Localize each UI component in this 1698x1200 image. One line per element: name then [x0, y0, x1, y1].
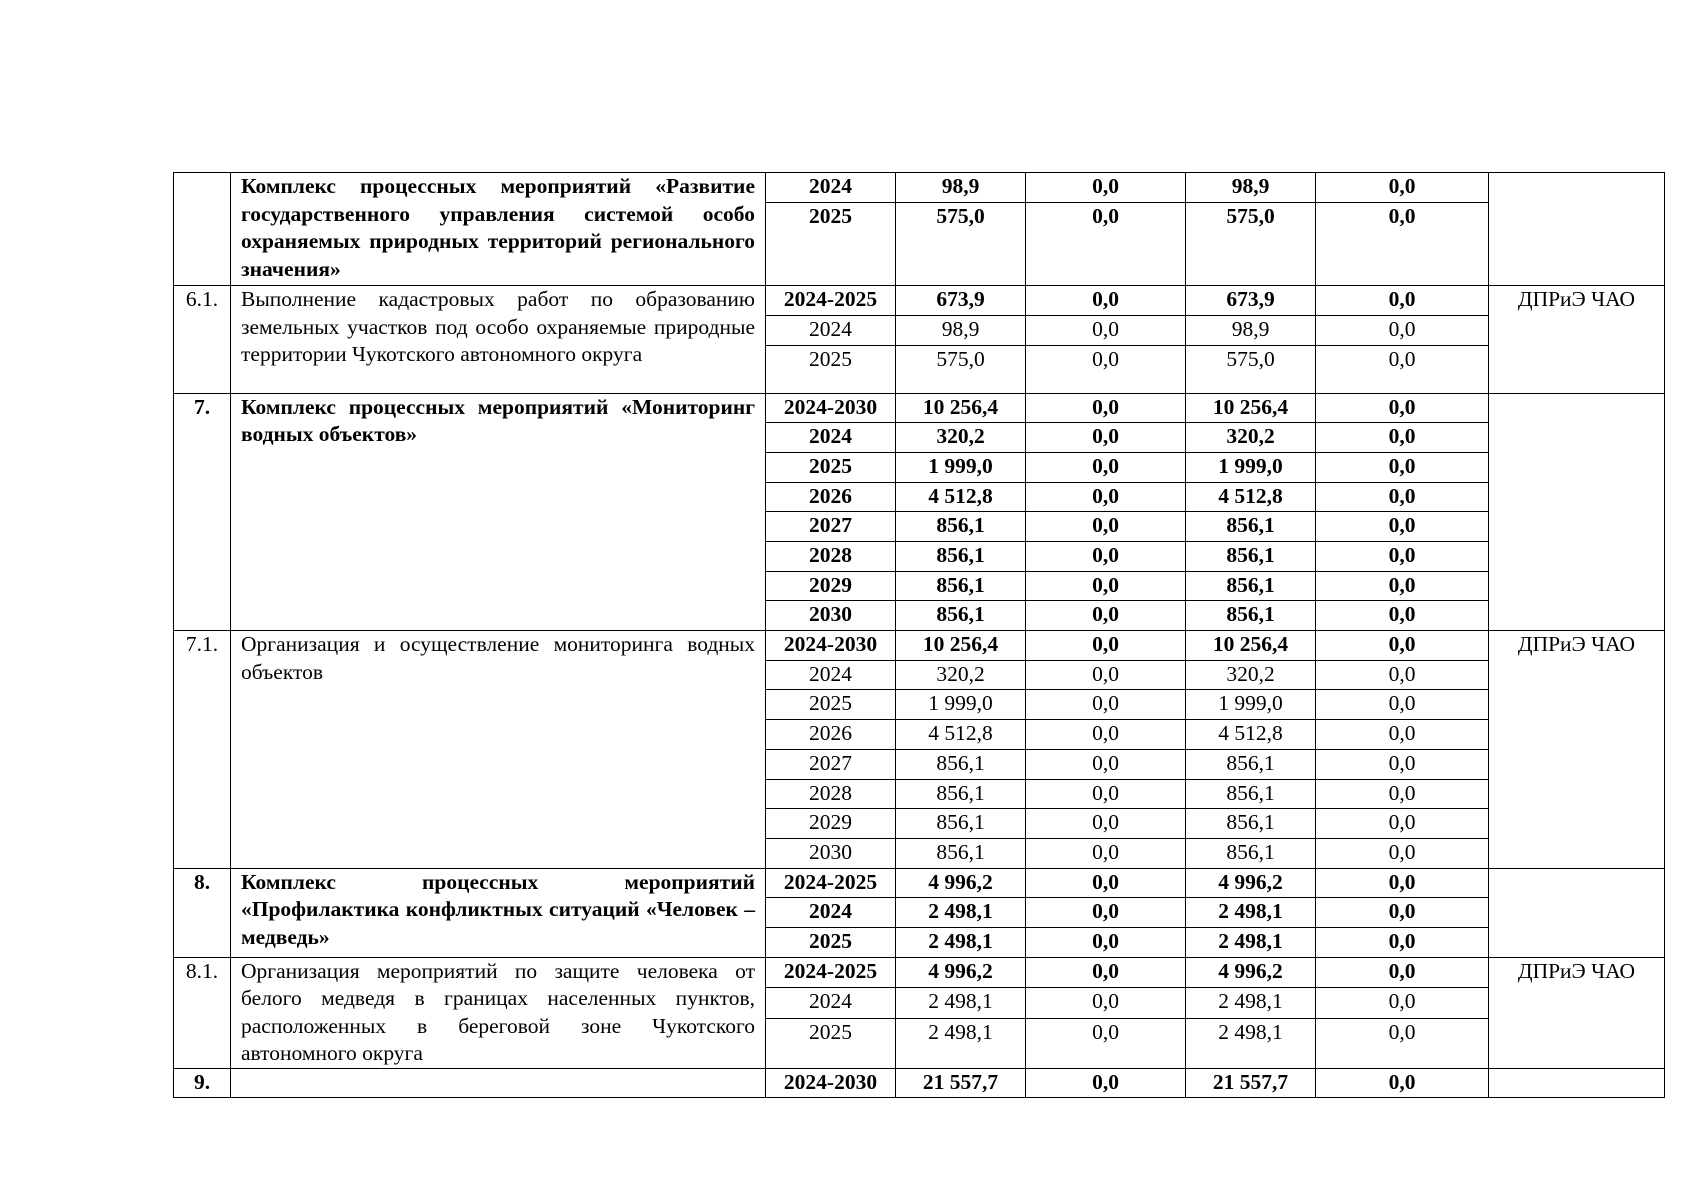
total-cell: 98,9	[896, 173, 1026, 203]
item-name: Выполнение кадастровых работ по образованию земельных участков под особо охраняемые природные территории Чукотского автономного округа	[231, 286, 766, 393]
total-cell: 1 999,0	[896, 690, 1026, 720]
federal-cell: 0,0	[1026, 749, 1186, 779]
other-cell: 0,0	[1316, 927, 1489, 957]
regional-cell: 320,2	[1186, 423, 1316, 453]
period-cell: 2028	[766, 779, 896, 809]
period-cell: 2030	[766, 601, 896, 631]
federal-cell: 0,0	[1026, 988, 1186, 1019]
other-cell: 0,0	[1316, 660, 1489, 690]
regional-cell: 856,1	[1186, 809, 1316, 839]
other-cell: 0,0	[1316, 838, 1489, 868]
period-cell: 2027	[766, 512, 896, 542]
period-cell: 2025	[766, 1019, 896, 1069]
regional-cell: 4 996,2	[1186, 868, 1316, 898]
responsible-executor: ДПРиЭ ЧАО	[1489, 631, 1665, 869]
regional-cell: 575,0	[1186, 202, 1316, 286]
total-cell: 2 498,1	[896, 927, 1026, 957]
regional-cell: 2 498,1	[1186, 898, 1316, 928]
item-number: 7.1.	[174, 631, 231, 869]
other-cell: 0,0	[1316, 988, 1489, 1019]
federal-cell: 0,0	[1026, 202, 1186, 286]
federal-cell: 0,0	[1026, 690, 1186, 720]
federal-cell: 0,0	[1026, 345, 1186, 393]
other-cell: 0,0	[1316, 286, 1489, 316]
total-cell: 1 999,0	[896, 452, 1026, 482]
other-cell: 0,0	[1316, 423, 1489, 453]
federal-cell: 0,0	[1026, 393, 1186, 423]
federal-cell: 0,0	[1026, 957, 1186, 988]
federal-cell: 0,0	[1026, 423, 1186, 453]
table-row	[174, 957, 1665, 988]
total-cell: 856,1	[896, 749, 1026, 779]
total-cell: 575,0	[896, 345, 1026, 393]
table-row	[174, 173, 1665, 203]
period-cell: 2024	[766, 173, 896, 203]
federal-cell: 0,0	[1026, 482, 1186, 512]
regional-cell: 856,1	[1186, 779, 1316, 809]
table-body	[174, 173, 1665, 1098]
period-cell: 2025	[766, 345, 896, 393]
federal-cell: 0,0	[1026, 927, 1186, 957]
federal-cell: 0,0	[1026, 286, 1186, 316]
regional-cell: 856,1	[1186, 749, 1316, 779]
other-cell: 0,0	[1316, 898, 1489, 928]
table-row	[174, 1068, 1665, 1098]
other-cell: 0,0	[1316, 202, 1489, 286]
regional-cell: 1 999,0	[1186, 452, 1316, 482]
table-row	[174, 868, 1665, 898]
total-cell: 4 512,8	[896, 482, 1026, 512]
federal-cell: 0,0	[1026, 173, 1186, 203]
period-cell: 2024-2030	[766, 631, 896, 661]
item-number: 9.	[174, 1068, 231, 1098]
other-cell: 0,0	[1316, 1068, 1489, 1098]
period-cell: 2029	[766, 571, 896, 601]
regional-cell: 98,9	[1186, 315, 1316, 345]
period-cell: 2025	[766, 690, 896, 720]
federal-cell: 0,0	[1026, 452, 1186, 482]
item-name: Комплекс процессных мероприятий «Мониторинг водных объектов»	[231, 393, 766, 631]
regional-cell: 856,1	[1186, 601, 1316, 631]
regional-cell: 575,0	[1186, 345, 1316, 393]
federal-cell: 0,0	[1026, 720, 1186, 750]
total-cell: 673,9	[896, 286, 1026, 316]
item-name: Организация и осуществление мониторинга водных объектов	[231, 631, 766, 869]
regional-cell: 856,1	[1186, 571, 1316, 601]
period-cell: 2024	[766, 988, 896, 1019]
regional-cell: 673,9	[1186, 286, 1316, 316]
other-cell: 0,0	[1316, 779, 1489, 809]
other-cell: 0,0	[1316, 173, 1489, 203]
other-cell: 0,0	[1316, 393, 1489, 423]
federal-cell: 0,0	[1026, 631, 1186, 661]
period-cell: 2026	[766, 482, 896, 512]
federal-cell: 0,0	[1026, 1068, 1186, 1098]
total-cell: 856,1	[896, 601, 1026, 631]
period-cell: 2025	[766, 927, 896, 957]
other-cell: 0,0	[1316, 601, 1489, 631]
other-cell: 0,0	[1316, 571, 1489, 601]
other-cell: 0,0	[1316, 452, 1489, 482]
period-cell: 2024-2025	[766, 286, 896, 316]
other-cell: 0,0	[1316, 345, 1489, 393]
total-cell: 98,9	[896, 315, 1026, 345]
budget-table	[173, 172, 1665, 1098]
period-cell: 2025	[766, 202, 896, 286]
total-cell: 10 256,4	[896, 631, 1026, 661]
responsible-executor	[1489, 1068, 1665, 1098]
total-cell: 856,1	[896, 571, 1026, 601]
total-cell: 575,0	[896, 202, 1026, 286]
total-cell: 320,2	[896, 423, 1026, 453]
regional-cell: 10 256,4	[1186, 393, 1316, 423]
regional-cell: 856,1	[1186, 838, 1316, 868]
total-cell: 856,1	[896, 512, 1026, 542]
total-cell: 4 996,2	[896, 868, 1026, 898]
total-cell: 856,1	[896, 542, 1026, 572]
other-cell: 0,0	[1316, 868, 1489, 898]
regional-cell: 856,1	[1186, 542, 1316, 572]
other-cell: 0,0	[1316, 542, 1489, 572]
total-cell: 2 498,1	[896, 988, 1026, 1019]
period-cell: 2027	[766, 749, 896, 779]
item-number: 7.	[174, 393, 231, 631]
federal-cell: 0,0	[1026, 315, 1186, 345]
period-cell: 2025	[766, 452, 896, 482]
regional-cell: 4 512,8	[1186, 482, 1316, 512]
item-number: 8.	[174, 868, 231, 957]
period-cell: 2024	[766, 423, 896, 453]
table-row	[174, 393, 1665, 423]
total-cell: 320,2	[896, 660, 1026, 690]
other-cell: 0,0	[1316, 315, 1489, 345]
regional-cell: 2 498,1	[1186, 988, 1316, 1019]
other-cell: 0,0	[1316, 631, 1489, 661]
regional-cell: 98,9	[1186, 173, 1316, 203]
regional-cell: 320,2	[1186, 660, 1316, 690]
federal-cell: 0,0	[1026, 601, 1186, 631]
responsible-executor	[1489, 868, 1665, 957]
federal-cell: 0,0	[1026, 1019, 1186, 1069]
federal-cell: 0,0	[1026, 809, 1186, 839]
regional-cell: 10 256,4	[1186, 631, 1316, 661]
item-number: 8.1.	[174, 957, 231, 1068]
regional-cell: 4 996,2	[1186, 957, 1316, 988]
table-row	[174, 631, 1665, 661]
other-cell: 0,0	[1316, 957, 1489, 988]
total-cell: 4 996,2	[896, 957, 1026, 988]
total-cell: 856,1	[896, 809, 1026, 839]
period-cell: 2024-2030	[766, 393, 896, 423]
responsible-executor	[1489, 173, 1665, 286]
regional-cell: 21 557,7	[1186, 1068, 1316, 1098]
period-cell: 2024	[766, 660, 896, 690]
federal-cell: 0,0	[1026, 868, 1186, 898]
regional-cell: 2 498,1	[1186, 1019, 1316, 1069]
item-name: Комплекс процессных мероприятий «Развитие государственного управления системой особо охраняемых природных территорий регионального значения»	[231, 173, 766, 286]
period-cell: 2024-2025	[766, 957, 896, 988]
other-cell: 0,0	[1316, 1019, 1489, 1069]
responsible-executor: ДПРиЭ ЧАО	[1489, 286, 1665, 393]
period-cell: 2024	[766, 315, 896, 345]
total-cell: 4 512,8	[896, 720, 1026, 750]
responsible-executor: ДПРиЭ ЧАО	[1489, 957, 1665, 1068]
responsible-executor	[1489, 393, 1665, 631]
item-name	[231, 1068, 766, 1098]
other-cell: 0,0	[1316, 690, 1489, 720]
other-cell: 0,0	[1316, 749, 1489, 779]
item-number	[174, 173, 231, 286]
other-cell: 0,0	[1316, 482, 1489, 512]
table-row	[174, 286, 1665, 316]
other-cell: 0,0	[1316, 720, 1489, 750]
federal-cell: 0,0	[1026, 512, 1186, 542]
period-cell: 2026	[766, 720, 896, 750]
federal-cell: 0,0	[1026, 779, 1186, 809]
regional-cell: 4 512,8	[1186, 720, 1316, 750]
regional-cell: 2 498,1	[1186, 927, 1316, 957]
federal-cell: 0,0	[1026, 571, 1186, 601]
item-name: Комплекс процессных мероприятий «Профилактика конфликтных ситуаций «Человек – медведь»	[231, 868, 766, 957]
item-number: 6.1.	[174, 286, 231, 393]
other-cell: 0,0	[1316, 809, 1489, 839]
total-cell: 10 256,4	[896, 393, 1026, 423]
total-cell: 856,1	[896, 779, 1026, 809]
period-cell: 2024	[766, 898, 896, 928]
period-cell: 2024-2030	[766, 1068, 896, 1098]
total-cell: 2 498,1	[896, 898, 1026, 928]
period-cell: 2030	[766, 838, 896, 868]
federal-cell: 0,0	[1026, 660, 1186, 690]
total-cell: 2 498,1	[896, 1019, 1026, 1069]
total-cell: 856,1	[896, 838, 1026, 868]
federal-cell: 0,0	[1026, 838, 1186, 868]
item-name: Организация мероприятий по защите человека от белого медведя в границах населенных пунктов, расположенных в береговой зоне Чукотского автономного округа	[231, 957, 766, 1068]
period-cell: 2024-2025	[766, 868, 896, 898]
federal-cell: 0,0	[1026, 898, 1186, 928]
period-cell: 2029	[766, 809, 896, 839]
regional-cell: 856,1	[1186, 512, 1316, 542]
total-cell: 21 557,7	[896, 1068, 1026, 1098]
other-cell: 0,0	[1316, 512, 1489, 542]
regional-cell: 1 999,0	[1186, 690, 1316, 720]
period-cell: 2028	[766, 542, 896, 572]
federal-cell: 0,0	[1026, 542, 1186, 572]
